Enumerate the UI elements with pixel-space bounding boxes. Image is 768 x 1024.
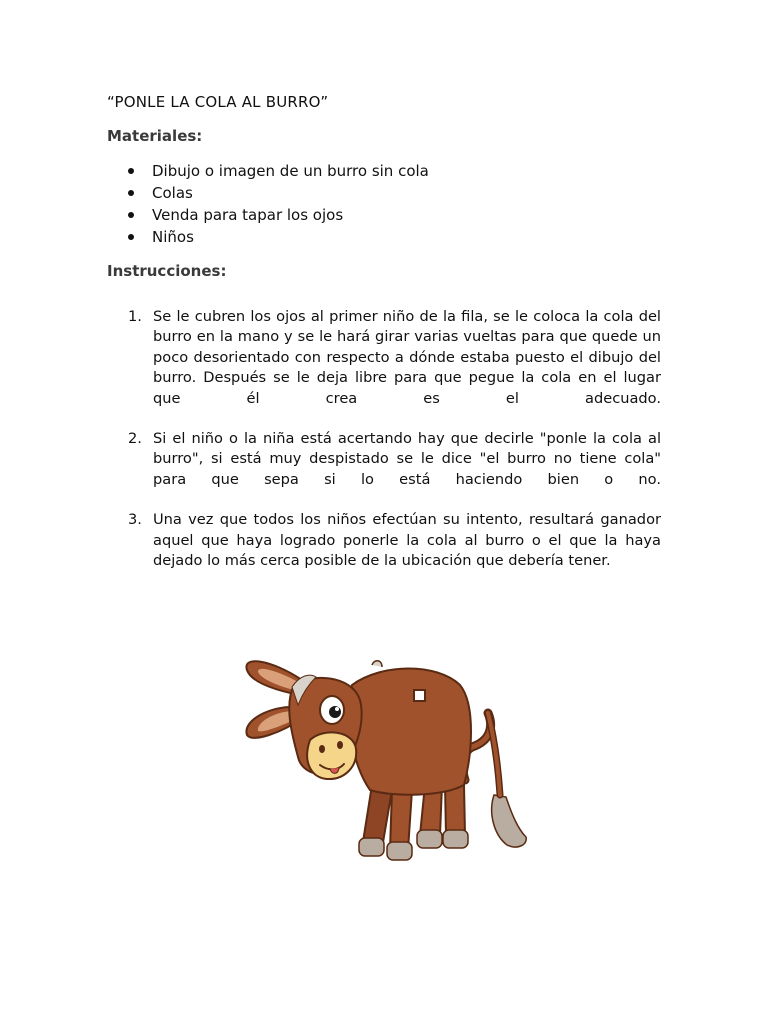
bullet-icon [128, 234, 134, 240]
materials-item-label: Venda para tapar los ojos [152, 206, 344, 224]
step-number: 3. [128, 511, 142, 529]
document-title: “PONLE LA COLA AL BURRO” [107, 93, 329, 111]
hoof [359, 838, 384, 856]
materials-item-label: Dibujo o imagen de un burro sin cola [152, 162, 429, 180]
mane [372, 661, 382, 667]
materials-list [128, 160, 429, 248]
step-text: Si el niño o la niña está acertando hay que decirle "ponle la cola al burro", si está muy despistado se le dice "el burro no tiene cola" para que sepa si lo está haciendo bien o no. [153, 430, 661, 488]
bullet-icon [128, 212, 134, 218]
eye-highlight [335, 707, 339, 711]
list-item [128, 204, 429, 226]
step-text: Una vez que todos los niños efectúan su intento, resultará ganador aquel que haya logrado ponerle la cola al burro o el que la haya dejado lo más cerca posible de la ubicación que debería tener. [153, 511, 661, 570]
materials-item-label: Colas [152, 184, 193, 202]
donkey-body [349, 669, 471, 795]
instruction-step [128, 307, 661, 409]
hoof [443, 830, 468, 848]
front-right-leg [390, 790, 412, 850]
materials-item-label: Niños [152, 228, 194, 246]
nostril [337, 741, 343, 749]
list-item [128, 182, 429, 204]
bullet-icon [128, 190, 134, 196]
step-number: 1. [128, 308, 142, 325]
bullet-icon [128, 168, 134, 174]
instruction-step [128, 510, 661, 571]
step-number: 2. [128, 430, 142, 448]
list-item [128, 160, 429, 182]
nostril [319, 745, 325, 753]
pupil [329, 706, 341, 718]
back-right-leg [445, 785, 465, 835]
instructions-list [128, 307, 661, 591]
donkey-illustration [232, 645, 532, 865]
materials-heading: Materiales: [107, 127, 203, 145]
instruction-step [128, 429, 661, 490]
step-text: Se le cubren los ojos al primer niño de la fila, se le coloca la cola del burro en la mano y se le hará girar varias vueltas para que quede un poco desorientado con respecto a dónde estaba puesto el dibujo del burro. Después se le deja libre para que pegue la cola en el lugar que él crea es el adecuado. [153, 308, 661, 407]
tail-tuft [492, 795, 527, 847]
list-item [128, 226, 429, 248]
instructions-heading: Instrucciones: [107, 262, 227, 280]
hoof [387, 842, 412, 860]
hoof [417, 830, 442, 848]
tail-target-marker [414, 690, 425, 701]
